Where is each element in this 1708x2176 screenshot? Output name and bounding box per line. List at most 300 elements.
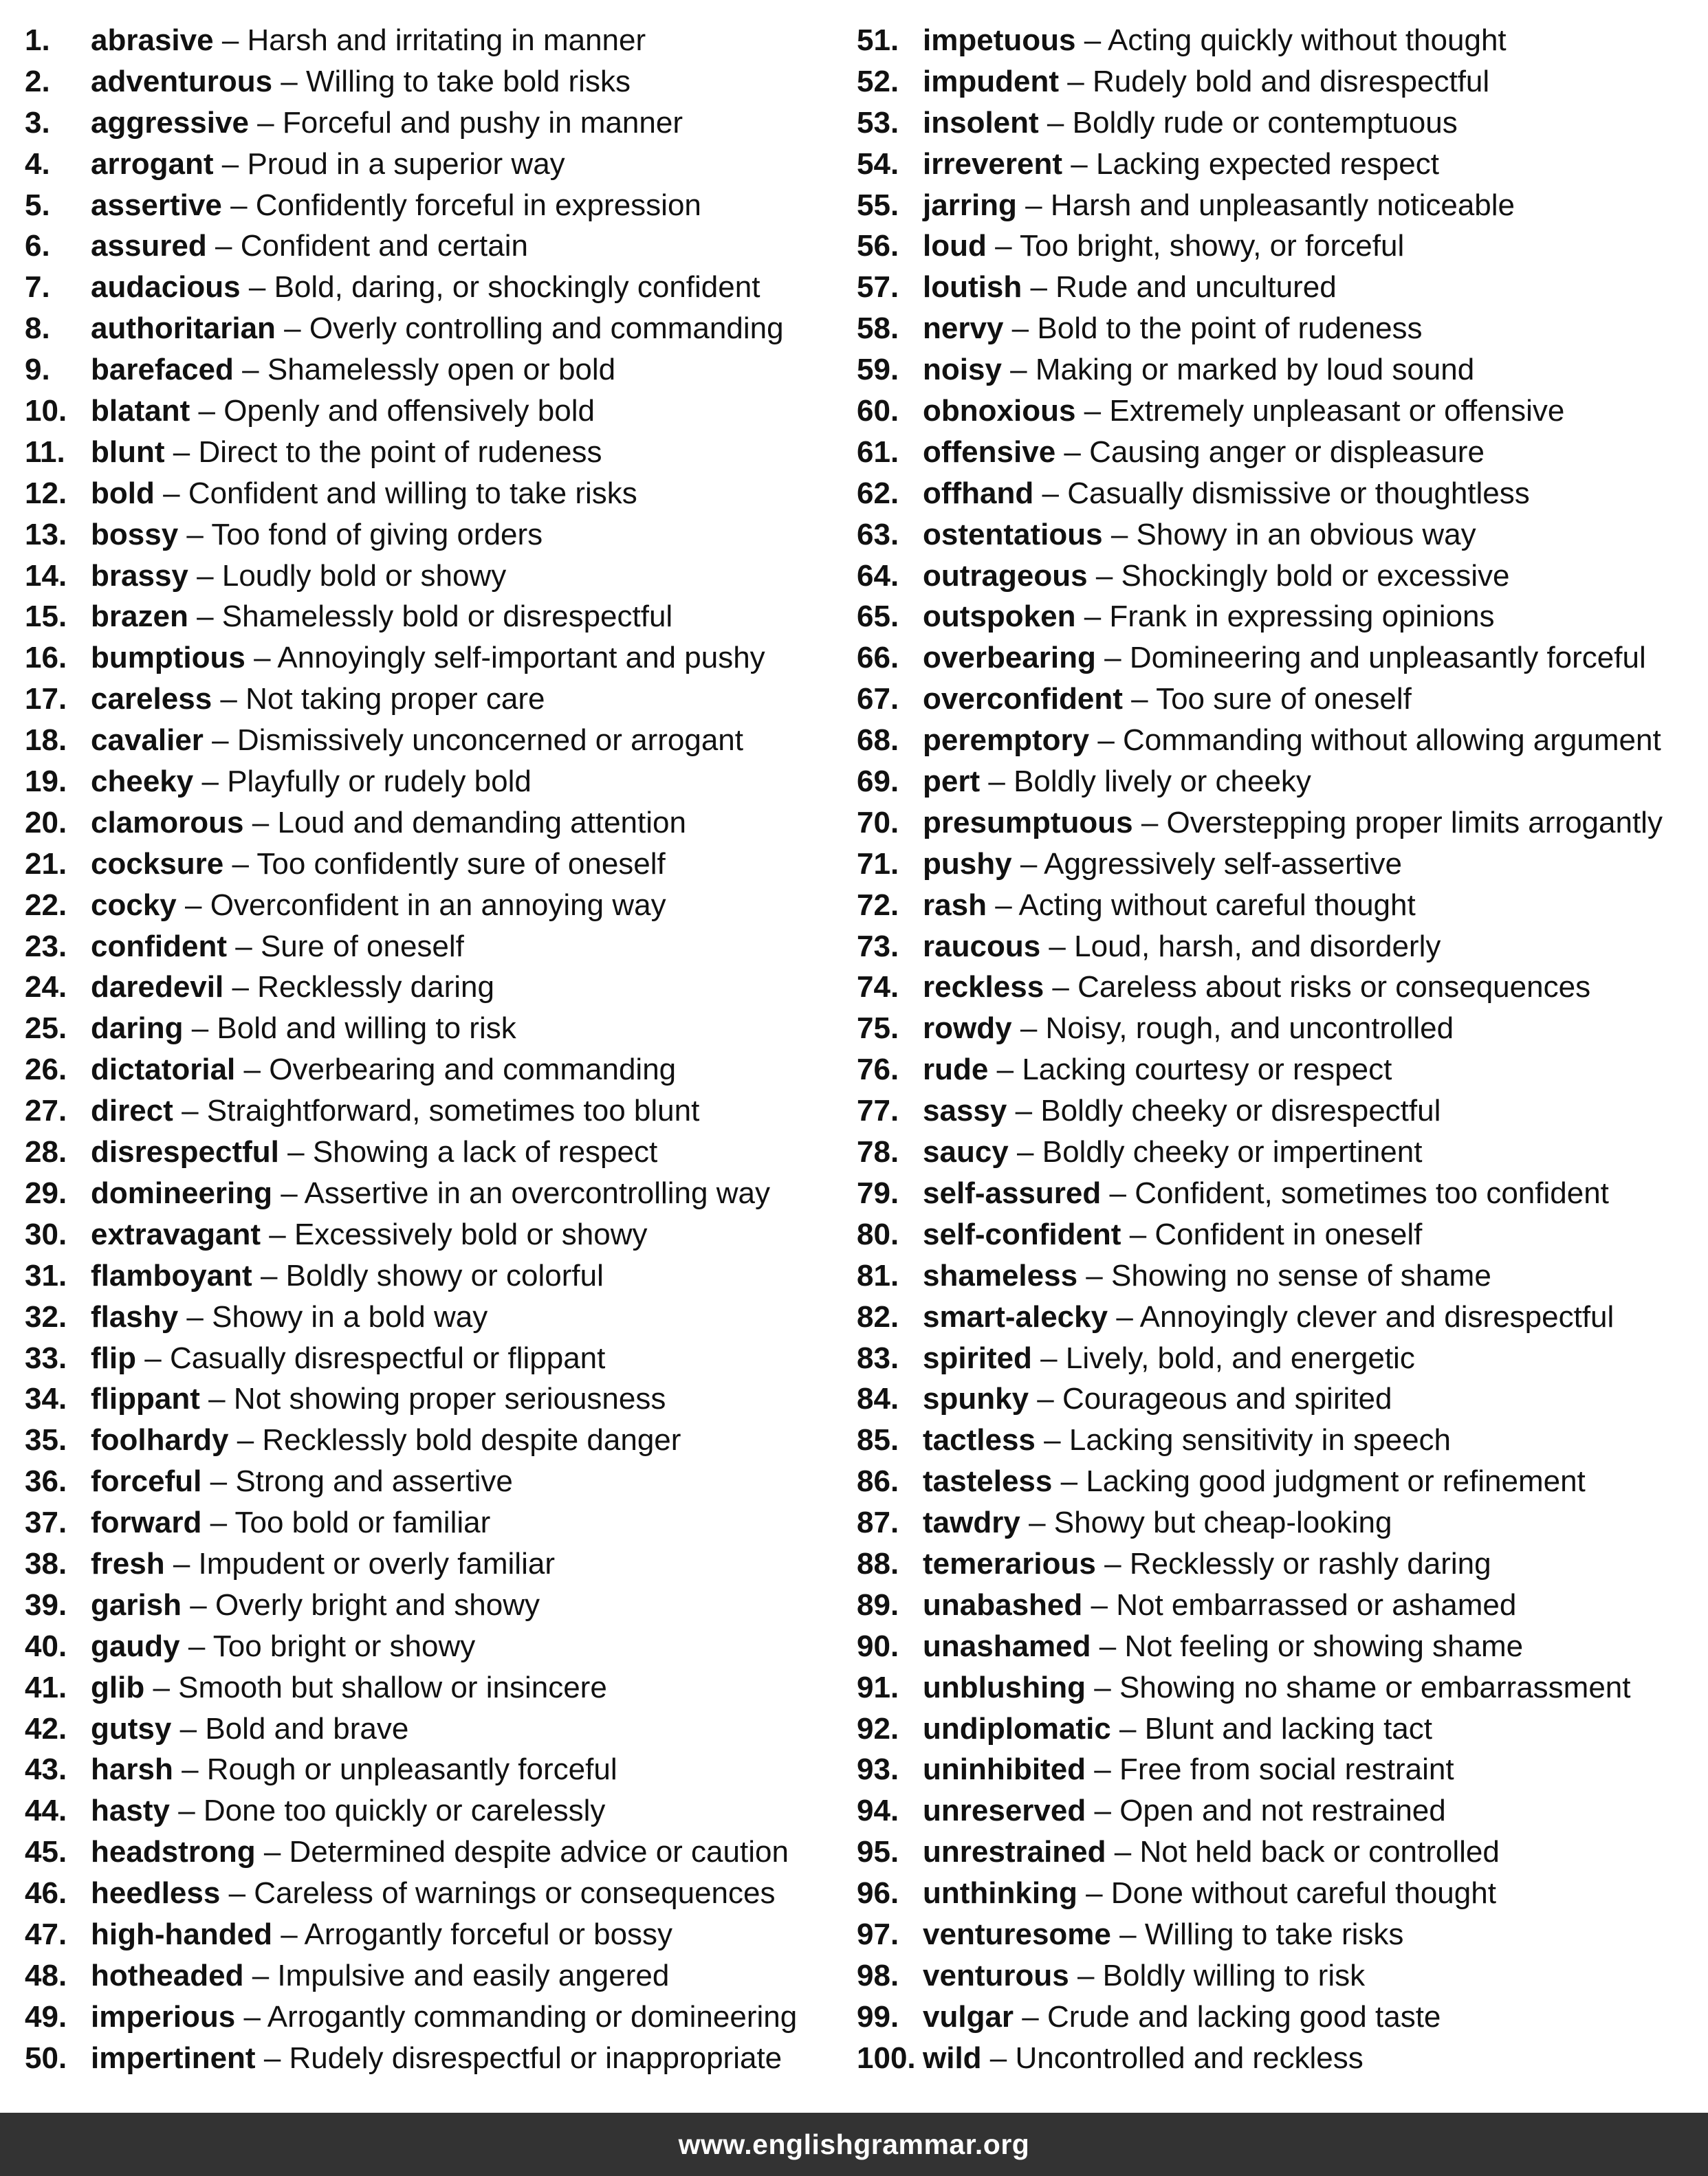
list-item-word: brazen [91,600,188,634]
list-item [25,926,836,967]
list-item-word: irreverent [923,146,1063,181]
list-item [25,596,836,637]
list-item-definition: Lacking good judgment or refinement [1086,1464,1586,1499]
list-item-number: 57. [857,270,899,305]
list-item-word: tasteless [923,1464,1053,1499]
list-item-dash: – [988,765,1005,799]
list-item [857,1626,1696,1667]
list-item-dash: – [1037,1382,1054,1416]
list-item-number: 64. [857,558,899,593]
list-item-dash: – [263,2041,281,2075]
list-item-dash: – [260,1258,278,1293]
list-item-definition: Boldly willing to risk [1102,1958,1366,1992]
list-item-dash: – [186,517,204,551]
list-item [25,885,836,926]
list-item-dash: – [1022,1999,1039,2034]
list-item [857,1214,1696,1255]
list-item-number: 44. [25,1794,67,1828]
list-item-number: 56. [857,229,899,263]
list-item-dash: – [212,723,229,758]
list-item [857,1997,1696,2038]
list-item [857,102,1696,144]
list-item-number: 58. [857,311,899,346]
list-item-number: 21. [25,846,67,881]
list-item-definition: Confident and willing to take risks [188,476,637,510]
list-item-definition: Forceful and pushy in manner [282,105,683,140]
list-item-number: 20. [25,805,67,839]
list-item-word: insolent [923,105,1039,140]
list-item [25,1667,836,1708]
list-item-definition: Recklessly daring [257,970,494,1004]
list-item-dash: – [1094,1752,1111,1787]
list-item [25,1420,836,1461]
list-item-number: 23. [25,929,67,963]
list-item-definition: Too sure of oneself [1156,682,1412,716]
list-item-dash: – [1071,146,1088,181]
list-item-word: gaudy [91,1629,180,1663]
list-item [25,679,836,720]
list-item-number: 24. [25,970,67,1004]
list-item-definition: Extremely unpleasant or offensive [1109,394,1565,428]
list-item-dash: – [215,229,232,263]
list-item-word: self-assured [923,1176,1102,1210]
list-item-word: impertinent [91,2041,256,2075]
list-item-number: 36. [25,1464,67,1499]
list-item-word: flip [91,1341,136,1375]
list-item-word: raucous [923,929,1041,963]
list-item-word: wild [923,2041,982,2075]
list-item-dash: – [1017,1135,1034,1169]
list-item-dash: – [1104,1546,1121,1581]
list-item-number: 83. [857,1341,899,1375]
list-item-dash: – [1141,805,1159,839]
list-item-definition: Uncontrolled and reckless [1015,2041,1364,2075]
list-item-definition: Arrogantly commanding or domineering [267,1999,798,2034]
list-item [857,1873,1696,1914]
list-item-word: venturous [923,1958,1069,1992]
list-item-number: 15. [25,600,67,634]
list-item-number: 32. [25,1299,67,1334]
list-item-dash: – [186,1299,204,1334]
list-item-word: clamorous [91,805,244,839]
list-item [25,514,836,556]
list-item-number: 85. [857,1423,899,1458]
list-item [25,185,836,226]
list-item-dash: – [1104,641,1121,675]
list-item-definition: Making or marked by loud sound [1035,353,1475,387]
list-item-definition: Straightforward, sometimes too blunt [206,1094,700,1128]
list-item [25,1132,836,1173]
list-item-definition: Overly bright and showy [215,1587,540,1622]
list-item-number: 22. [25,888,67,922]
list-item-number: 27. [25,1094,67,1128]
list-item-word: uninhibited [923,1752,1086,1787]
list-item-dash: – [995,888,1012,922]
list-item-number: 40. [25,1629,67,1663]
list-item-number: 46. [25,1876,67,1911]
list-item [857,267,1696,308]
list-item-number: 3. [25,105,50,140]
list-item [25,1090,836,1132]
list-item-number: 99. [857,1999,899,2034]
list-item [857,1378,1696,1420]
list-item-number: 43. [25,1752,67,1787]
list-item-dash: – [1015,1094,1033,1128]
list-item-number: 1. [25,23,50,57]
list-item-dash: – [1091,1587,1108,1622]
list-item-word: overconfident [923,682,1123,716]
list-item-dash: – [230,188,248,222]
list-item-word: heedless [91,1876,221,1911]
list-item-definition: Not held back or controlled [1139,1835,1500,1869]
list-item [857,1832,1696,1873]
list-item-word: undiplomatic [923,1711,1111,1746]
list-item-number: 14. [25,558,67,593]
list-item-definition: Too confidently sure of oneself [256,846,666,881]
list-item-number: 53. [857,105,899,140]
list-item [25,20,836,61]
list-item-word: venturesome [923,1917,1111,1951]
list-item-number: 5. [25,188,50,222]
list-item-dash: – [190,1587,207,1622]
list-item [857,1008,1696,1049]
list-item-definition: Overconfident in an annoying way [210,888,666,922]
list-item-word: unreserved [923,1794,1086,1828]
list-item-number: 47. [25,1917,67,1951]
list-item [857,1790,1696,1832]
list-item-definition: Bold and willing to risk [217,1011,516,1046]
list-item [25,144,836,185]
list-item-dash: – [252,805,270,839]
list-item [857,926,1696,967]
list-item-word: unrestrained [923,1835,1106,1869]
list-item-number: 54. [857,146,899,181]
list-item-word: cocksure [91,846,224,881]
list-item-word: harsh [91,1752,173,1787]
list-item [857,1543,1696,1585]
list-item [25,1873,836,1914]
list-item-word: unblushing [923,1670,1086,1704]
list-item-word: bold [91,476,155,510]
list-item-definition: Annoyingly clever and disrespectful [1139,1299,1614,1334]
list-item-word: presumptuous [923,805,1133,839]
list-item-word: reckless [923,970,1044,1004]
list-item-definition: Careless of warnings or consequences [254,1876,776,1911]
list-item [25,1626,836,1667]
list-item-definition: Bold, daring, or shockingly confident [274,270,760,305]
list-item-definition: Not feeling or showing shame [1124,1629,1524,1663]
list-item-number: 84. [857,1382,899,1416]
list-item [857,432,1696,473]
list-item-dash: – [197,558,214,593]
list-item [25,1008,836,1049]
list-item [857,967,1696,1008]
list-item-dash: – [1029,1506,1046,1540]
list-item-number: 33. [25,1341,67,1375]
list-item-dash: – [989,2041,1007,2075]
list-item-dash: – [284,311,301,346]
list-item-definition: Not taking proper care [245,682,545,716]
list-item-definition: Impudent or overly familiar [198,1546,555,1581]
list-item-dash: – [1030,270,1047,305]
list-item-definition: Determined despite advice or caution [289,1835,789,1869]
list-item-number: 52. [857,64,899,98]
list-item-definition: Proud in a superior way [247,146,565,181]
list-item-word: gutsy [91,1711,172,1746]
list-item-number: 62. [857,476,899,510]
list-item [25,1297,836,1338]
list-item-definition: Confident in oneself [1154,1217,1423,1251]
list-item-definition: Acting without careful thought [1018,888,1416,922]
list-item-dash: – [1086,1876,1103,1911]
list-item-word: careless [91,682,212,716]
list-item-definition: Harsh and unpleasantly noticeable [1050,188,1515,222]
list-item-number: 26. [25,1053,67,1087]
list-item-dash: – [257,105,274,140]
list-item-number: 77. [857,1094,899,1128]
list-item-dash: – [1020,1011,1038,1046]
list-item-word: authoritarian [91,311,276,346]
list-item-definition: Done too quickly or carelessly [203,1794,606,1828]
list-item-dash: – [210,1464,228,1499]
list-item-word: temerarious [923,1546,1096,1581]
list-item-dash: – [1064,435,1081,469]
list-item-number: 50. [25,2041,67,2075]
list-item-dash: – [263,1835,281,1869]
list-item [25,1832,836,1873]
list-item [25,1790,836,1832]
list-item-dash: – [1116,1299,1133,1334]
list-item-dash: – [197,600,214,634]
list-item-definition: Loudly bold or showy [221,558,507,593]
list-item [25,1914,836,1955]
list-item-number: 51. [857,23,899,57]
list-item [857,556,1696,597]
list-item-number: 30. [25,1217,67,1251]
list-item-dash: – [173,435,190,469]
list-item-number: 25. [25,1011,67,1046]
list-item-dash: – [1099,1629,1117,1663]
list-item [25,61,836,102]
list-item-number: 72. [857,888,899,922]
list-item [25,761,836,802]
list-item-dash: – [1129,1217,1147,1251]
list-item-dash: – [281,1176,298,1210]
list-item [25,720,836,761]
list-item-number: 42. [25,1711,67,1746]
list-item [25,226,836,267]
list-item-word: vulgar [923,1999,1014,2034]
list-item-definition: Playfully or rudely bold [227,765,532,799]
list-item [857,637,1696,679]
list-item-word: garish [91,1587,182,1622]
list-item-number: 76. [857,1053,899,1087]
list-item-definition: Openly and offensively bold [223,394,595,428]
list-item [25,1502,836,1543]
list-item-word: unabashed [923,1587,1083,1622]
list-item-definition: Boldly cheeky or disrespectful [1040,1094,1441,1128]
list-item-word: obnoxious [923,394,1076,428]
list-item [857,1132,1696,1173]
list-item-number: 75. [857,1011,899,1046]
list-item-definition: Shamelessly bold or disrespectful [221,600,673,634]
list-item-definition: Assertive in an overcontrolling way [304,1176,770,1210]
list-item-word: assertive [91,188,222,222]
list-item-word: blatant [91,394,190,428]
list-item-definition: Dismissively unconcerned or arrogant [237,723,743,758]
list-item-word: spirited [923,1341,1032,1375]
list-item [25,267,836,308]
list-item [857,720,1696,761]
list-item-definition: Aggressively self-assertive [1044,846,1402,881]
list-item-number: 7. [25,270,50,305]
list-item-definition: Showing no sense of shame [1111,1258,1491,1293]
list-item-number: 71. [857,846,899,881]
list-item-number: 97. [857,1917,899,1951]
list-item-definition: Showing no shame or embarrassment [1119,1670,1631,1704]
list-item-dash: – [995,229,1012,263]
list-item-dash: – [254,641,271,675]
list-item-definition: Shamelessly open or bold [267,353,616,387]
list-item-dash: – [182,1752,199,1787]
list-item-dash: – [237,1423,254,1458]
list-item-word: impudent [923,64,1059,98]
list-item-definition: Rude and uncultured [1055,270,1337,305]
list-item-definition: Boldly showy or colorful [285,1258,604,1293]
list-item-dash: – [191,1011,209,1046]
list-item [25,1543,836,1585]
list-item-word: hasty [91,1794,170,1828]
list-item-number: 4. [25,146,50,181]
list-item-definition: Rough or unpleasantly forceful [206,1752,617,1787]
list-item-dash: – [281,1917,298,1951]
list-item-number: 96. [857,1876,899,1911]
list-item [857,1502,1696,1543]
list-item-word: tactless [923,1423,1036,1458]
list-item-number: 79. [857,1176,899,1210]
list-item-definition: Not showing proper seriousness [233,1382,666,1416]
list-item-number: 60. [857,394,899,428]
list-item-definition: Showy in a bold way [212,1299,488,1334]
list-item-dash: – [1044,1423,1061,1458]
list-item-definition: Recklessly bold despite danger [262,1423,681,1458]
list-item-definition: Direct to the point of rudeness [198,435,602,469]
list-item-dash: – [179,1711,197,1746]
list-item-definition: Domineering and unpleasantly forceful [1129,641,1646,675]
list-item [857,679,1696,720]
list-item [857,349,1696,391]
list-item [25,391,836,432]
list-item-definition: Recklessly or rashly daring [1129,1546,1491,1581]
list-item-dash: – [242,353,259,387]
list-item-word: flamboyant [91,1258,252,1293]
list-item-word: jarring [923,188,1017,222]
list-item-number: 2. [25,64,50,98]
list-item-definition: Boldly cheeky or impertinent [1042,1135,1423,1169]
list-item-dash: – [210,1506,228,1540]
list-item-dash: – [1060,1464,1078,1499]
list-item-definition: Smooth but shallow or insincere [178,1670,607,1704]
list-item [25,556,836,597]
list-item-number: 61. [857,435,899,469]
list-item-dash: – [173,1546,190,1581]
list-item-word: bumptious [91,641,245,675]
list-item-word: flippant [91,1382,200,1416]
list-item-number: 66. [857,641,899,675]
list-item-definition: Rudely bold and disrespectful [1092,64,1490,98]
list-item-definition: Lively, bold, and energetic [1065,1341,1415,1375]
list-item [857,1090,1696,1132]
list-item-word: shameless [923,1258,1078,1293]
list-item-word: fresh [91,1546,165,1581]
list-item [857,226,1696,267]
list-item-number: 37. [25,1506,67,1540]
list-item [857,1338,1696,1379]
list-item-definition: Overly controlling and commanding [309,311,784,346]
list-item-definition: Noisy, rough, and uncontrolled [1045,1011,1454,1046]
list-item-dash: – [182,1094,199,1128]
list-item-number: 29. [25,1176,67,1210]
list-item [25,844,836,885]
list-item-number: 74. [857,970,899,1004]
list-item [857,1255,1696,1297]
list-item-definition: Too bold or familiar [234,1506,491,1540]
list-item-number: 80. [857,1217,899,1251]
list-item [857,1049,1696,1090]
list-item-word: impetuous [923,23,1076,57]
list-item-word: tawdry [923,1506,1020,1540]
list-item [857,885,1696,926]
list-item [857,391,1696,432]
list-item-number: 41. [25,1670,67,1704]
footer-url[interactable]: www.englishgrammar.org [678,2128,1030,2160]
list-item-word: offhand [923,476,1034,510]
list-item-definition: Done without careful thought [1110,1876,1496,1911]
list-item-definition: Loud, harsh, and disorderly [1074,929,1441,963]
list-item-word: daredevil [91,970,224,1004]
list-item-definition: Sure of oneself [260,929,464,963]
list-item-definition: Free from social restraint [1119,1752,1454,1787]
list-item-dash: – [1094,1794,1111,1828]
list-item [857,761,1696,802]
list-item-word: self-confident [923,1217,1121,1251]
word-list-column-right [857,20,1696,2079]
list-item-dash: – [201,765,219,799]
list-item-dash: – [221,23,239,57]
list-item [25,473,836,514]
list-item [857,20,1696,61]
list-item-word: blunt [91,435,165,469]
list-item-word: dictatorial [91,1053,236,1087]
list-item-dash: – [1020,846,1038,881]
list-item-word: ostentatious [923,517,1103,551]
list-item-number: 92. [857,1711,899,1746]
list-item-number: 59. [857,353,899,387]
list-item-word: unashamed [923,1629,1091,1663]
list-item-number: 65. [857,600,899,634]
list-item-dash: – [1011,311,1029,346]
list-item-dash: – [144,1341,162,1375]
list-item-word: unthinking [923,1876,1077,1911]
list-item [857,61,1696,102]
list-item-definition: Acting quickly without thought [1107,23,1507,57]
list-item-number: 98. [857,1958,899,1992]
list-item-word: extravagant [91,1217,261,1251]
list-item-dash: – [185,888,202,922]
list-item-dash: – [228,1876,246,1911]
list-item-definition: Rudely disrespectful or inappropriate [289,2041,782,2075]
list-item-number: 68. [857,723,899,758]
